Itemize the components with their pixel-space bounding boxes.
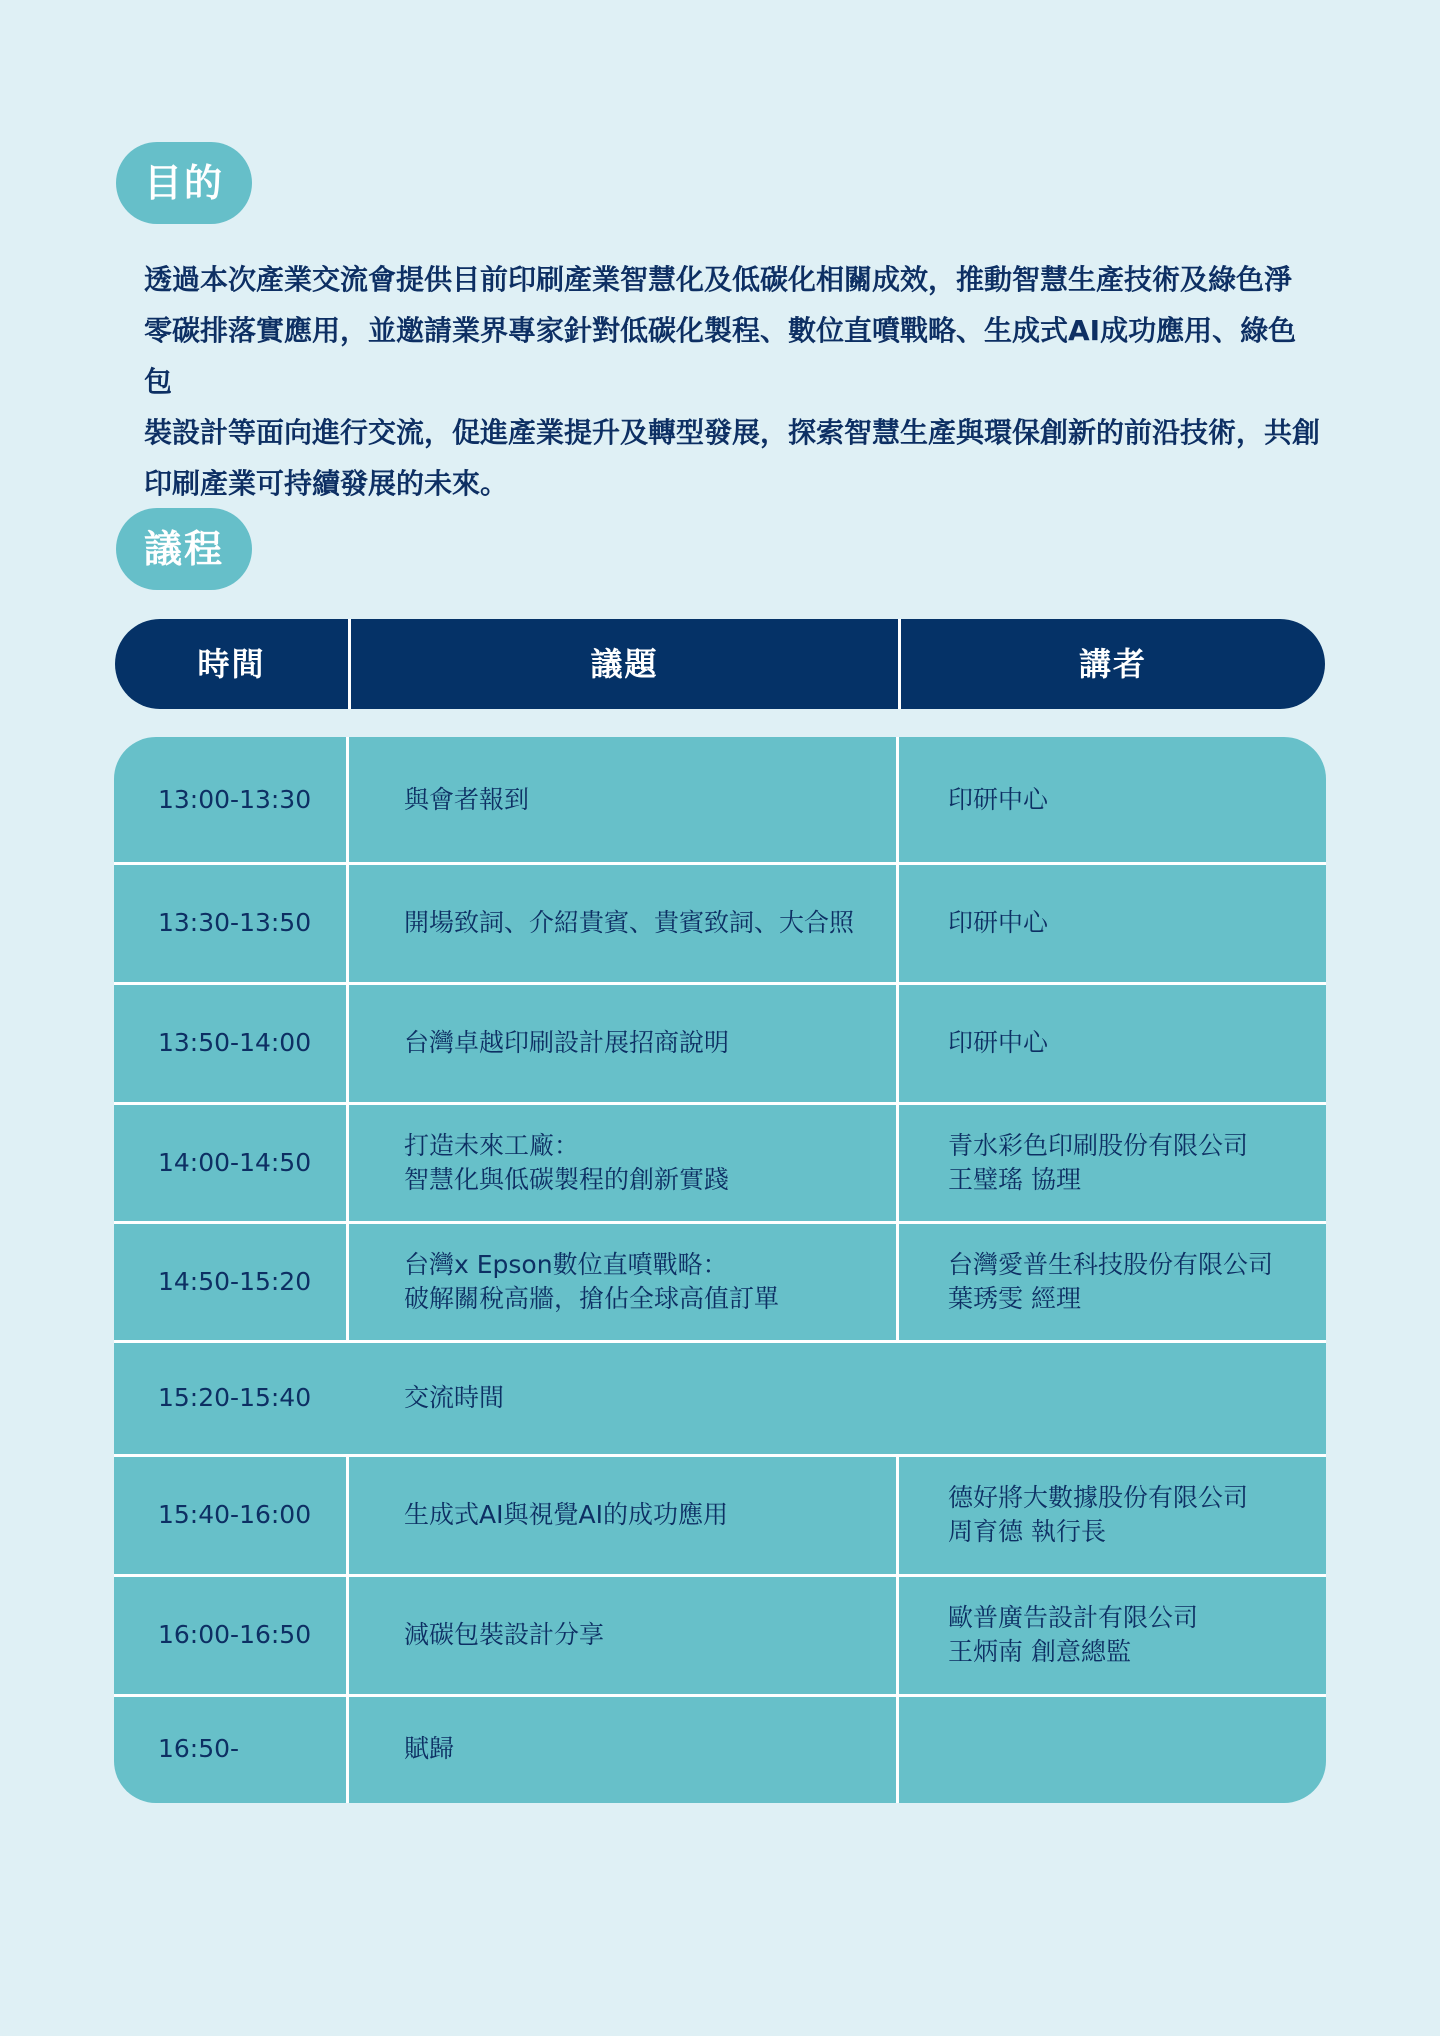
agenda-time: 15:40-16:00 [158, 1500, 312, 1529]
row-divider [114, 1102, 1326, 1105]
agenda-row [114, 1222, 1326, 1341]
row-divider [114, 1221, 1326, 1224]
agenda-speaker-line: 王炳南 創意總監 [948, 1637, 1131, 1666]
agenda-speaker-line: 台灣愛普生科技股份有限公司 [948, 1249, 1274, 1279]
column-divider [346, 1695, 349, 1803]
agenda-topic [404, 983, 944, 1103]
agenda-speaker-line: 王璧瑤 協理 [948, 1164, 1081, 1194]
agenda-speaker [948, 1455, 1318, 1575]
agenda-time: 16:50- [158, 1734, 240, 1763]
column-divider [896, 983, 899, 1103]
agenda-topic-line: 生成式AI與視覺AI的成功應用 [404, 1500, 728, 1529]
agenda-time: 13:30-13:50 [158, 908, 312, 937]
agenda-topic-line: 台灣x Epson數位直噴戰略： [404, 1249, 728, 1279]
agenda-speaker-line: 印研中心 [948, 785, 1049, 814]
agenda-speaker-line: 青水彩色印刷股份有限公司 [948, 1130, 1249, 1160]
column-divider [346, 1103, 349, 1222]
agenda-row [114, 1695, 1326, 1803]
agenda-speaker [948, 863, 1318, 983]
column-divider [896, 1575, 899, 1695]
agenda-row [114, 1455, 1326, 1575]
agenda-speaker-line: 印研中心 [948, 1028, 1049, 1057]
row-divider [114, 1454, 1326, 1457]
agenda-topic [404, 1575, 944, 1695]
agenda-row [114, 737, 1326, 863]
row-divider [114, 982, 1326, 985]
agenda-speaker [948, 737, 1318, 863]
agenda-topic-line: 台灣卓越印刷設計展招商說明 [404, 1028, 730, 1057]
agenda-time: 14:00-14:50 [158, 1147, 312, 1177]
column-divider [346, 1575, 349, 1695]
purpose-line: 透過本次產業交流會提供目前印刷產業智慧化及低碳化相關成效，推動智慧生產技術及綠色淨 [144, 263, 1293, 296]
column-divider [346, 1222, 349, 1341]
agenda-speaker-line: 周育德 執行長 [948, 1517, 1106, 1546]
agenda-topic [404, 1455, 944, 1575]
agenda-topic [404, 1103, 944, 1222]
agenda-topic [404, 1695, 944, 1803]
column-divider [346, 737, 349, 863]
column-divider [346, 863, 349, 983]
column-divider [346, 1455, 349, 1575]
agenda-speaker [948, 983, 1318, 1103]
agenda-row [114, 1575, 1326, 1695]
agenda-speaker [948, 1575, 1318, 1695]
row-divider [114, 862, 1326, 865]
agenda-time: 13:50-14:00 [158, 1028, 312, 1057]
column-header-time: 時間 [197, 645, 266, 683]
agenda-row [114, 863, 1326, 983]
agenda-topic-line: 智慧化與低碳製程的創新實踐 [404, 1164, 730, 1194]
purpose-heading: 目的 [116, 142, 252, 224]
agenda-topic [404, 1341, 944, 1455]
purpose-paragraph [144, 254, 1324, 509]
agenda-speaker-line: 印研中心 [948, 908, 1049, 937]
column-divider [896, 863, 899, 983]
column-divider [346, 983, 349, 1103]
column-divider [896, 1103, 899, 1222]
row-divider [114, 1574, 1326, 1577]
agenda-topic [404, 863, 944, 983]
agenda-time: 14:50-15:20 [158, 1266, 312, 1296]
agenda-table [114, 737, 1326, 1803]
column-divider [896, 1695, 899, 1803]
column-header-speaker: 講者 [1078, 645, 1147, 683]
agenda-topic-line: 開場致詞、介紹貴賓、貴賓致詞、大合照 [404, 908, 855, 937]
agenda-row [114, 983, 1326, 1103]
purpose-line: 印刷產業可持續發展的未來。 [144, 467, 509, 500]
agenda-topic [404, 737, 944, 863]
agenda-row [114, 1341, 1326, 1455]
agenda-topic-line: 與會者報到 [404, 785, 530, 814]
agenda-speaker-line: 葉琇雯 經理 [948, 1283, 1081, 1313]
agenda-speaker [948, 1103, 1318, 1222]
column-divider [896, 737, 899, 863]
agenda-time: 13:00-13:30 [158, 785, 312, 814]
agenda-speaker [948, 1222, 1318, 1341]
agenda-table-header [115, 619, 1325, 709]
agenda-topic-line: 賦歸 [404, 1734, 455, 1763]
column-divider [896, 1222, 899, 1341]
agenda-topic-line: 破解關稅高牆，搶佔全球高值訂單 [404, 1283, 780, 1313]
purpose-line: 零碳排落實應用，並邀請業界專家針對低碳化製程、數位直噴戰略、生成式AI成功應用、綠色包 [144, 314, 1297, 398]
agenda-time: 15:20-15:40 [158, 1383, 312, 1412]
agenda-speaker [948, 1341, 1318, 1455]
agenda-topic-line: 減碳包裝設計分享 [404, 1620, 605, 1649]
agenda-speaker-line: 德好將大數據股份有限公司 [948, 1483, 1249, 1512]
agenda-time: 16:00-16:50 [158, 1620, 312, 1649]
agenda-topic-line: 交流時間 [404, 1383, 505, 1412]
row-divider [114, 1340, 1326, 1343]
purpose-line: 裝設計等面向進行交流，促進產業提升及轉型發展，探索智慧生產與環保創新的前沿技術，共創 [144, 416, 1321, 449]
row-divider [114, 1694, 1326, 1697]
agenda-row [114, 1103, 1326, 1222]
agenda-speaker [948, 1695, 1318, 1803]
agenda-topic-line: 打造未來工廠： [404, 1130, 580, 1160]
agenda-topic [404, 1222, 944, 1341]
agenda-speaker-line: 歐普廣告設計有限公司 [948, 1603, 1199, 1632]
column-divider [896, 1455, 899, 1575]
column-header-topic: 議題 [590, 645, 659, 683]
agenda-heading: 議程 [116, 508, 252, 590]
